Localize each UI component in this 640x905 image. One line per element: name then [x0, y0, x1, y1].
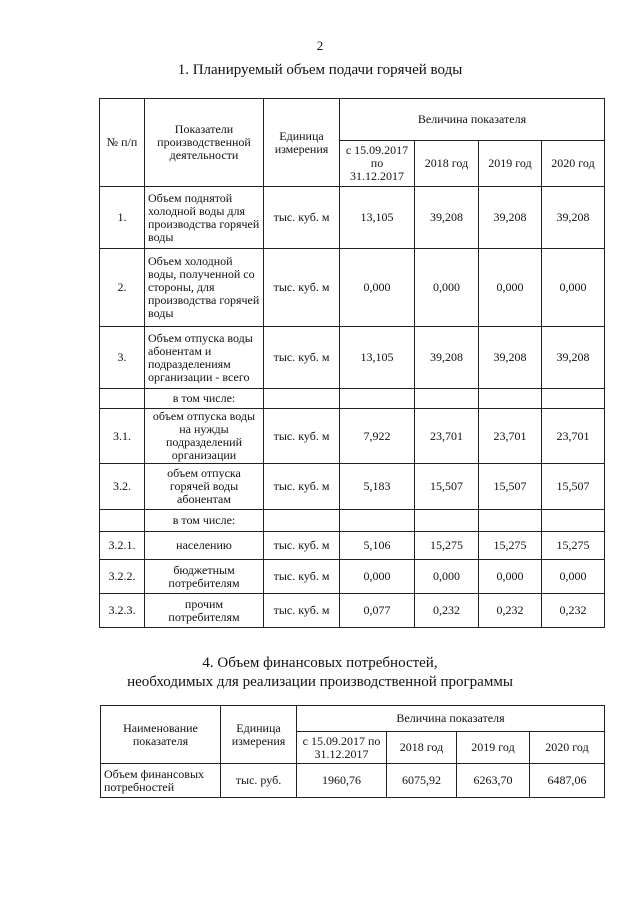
- header-period-2017: с 15.09.2017 по 31.12.2017: [340, 141, 415, 187]
- header-value: Величина показателя: [340, 99, 605, 141]
- row-name: объем отпуска горячей воды абонентам: [145, 464, 264, 510]
- row-value: 7,922: [340, 409, 415, 464]
- header-period-2017: с 15.09.2017 по 31.12.2017: [297, 732, 387, 764]
- row-name: Объем отпуска воды абонентам и подразделениям организации - всего: [145, 327, 264, 389]
- row-value: 15,507: [415, 464, 479, 510]
- row-value: 0,000: [479, 249, 542, 327]
- row-value: 23,701: [479, 409, 542, 464]
- row-value: 6487,06: [530, 764, 605, 798]
- row-value: 0,000: [415, 560, 479, 594]
- row-value: 6075,92: [387, 764, 457, 798]
- row-name: объем отпуска воды на нужды подразделений организации: [145, 409, 264, 464]
- row-value: 0,000: [479, 560, 542, 594]
- table-row: [100, 327, 605, 389]
- table-row: [100, 464, 605, 510]
- row-name: прочим потребителям: [145, 594, 264, 628]
- row-num: 3.2.: [100, 464, 145, 510]
- row-value: 39,208: [542, 327, 605, 389]
- row-num: 1.: [100, 187, 145, 249]
- row-unit: тыс. куб. м: [264, 249, 340, 327]
- section4-title-line2: необходимых для реализации производственной программы: [127, 674, 513, 690]
- row-value: 15,507: [542, 464, 605, 510]
- section4-title: [0, 654, 640, 692]
- row-value: 6263,70: [457, 764, 530, 798]
- subheader-including: в том числе:: [145, 389, 264, 409]
- table-row: [100, 249, 605, 327]
- table-row: [100, 187, 605, 249]
- header-2020: 2020 год: [530, 732, 605, 764]
- row-value: 0,000: [415, 249, 479, 327]
- row-value: 15,507: [479, 464, 542, 510]
- header-2018: 2018 год: [415, 141, 479, 187]
- row-value: 0,232: [415, 594, 479, 628]
- section1-title: 1. Планируемый объем подачи горячей воды: [177, 62, 463, 78]
- row-value: 39,208: [479, 327, 542, 389]
- header-indicator: Показатели производственной деятельности: [145, 99, 264, 187]
- table-row: [100, 510, 605, 532]
- header-unit: Единица измерения: [264, 99, 340, 187]
- row-value: 0,000: [340, 249, 415, 327]
- row-value: 13,105: [340, 187, 415, 249]
- row-value: 0,000: [542, 560, 605, 594]
- header-2018: 2018 год: [387, 732, 457, 764]
- table-row: [100, 389, 605, 409]
- row-num: 3.2.1.: [100, 532, 145, 560]
- row-value: 39,208: [542, 187, 605, 249]
- row-unit: тыс. куб. м: [264, 409, 340, 464]
- row-value: 5,106: [340, 532, 415, 560]
- row-unit: тыс. куб. м: [264, 532, 340, 560]
- row-value: 23,701: [542, 409, 605, 464]
- row-value: 0,232: [542, 594, 605, 628]
- row-name: населению: [145, 532, 264, 560]
- row-name: Объем поднятой холодной воды для производства горячей воды: [145, 187, 264, 249]
- row-value: 39,208: [415, 187, 479, 249]
- row-value: 0,000: [542, 249, 605, 327]
- row-unit: тыс. куб. м: [264, 594, 340, 628]
- header-name: Наименование показателя: [101, 706, 221, 764]
- row-value: 39,208: [415, 327, 479, 389]
- row-value: 1960,76: [297, 764, 387, 798]
- header-num: № п/п: [100, 99, 145, 187]
- table-row: [100, 409, 605, 464]
- row-value: 23,701: [415, 409, 479, 464]
- row-num: 2.: [100, 249, 145, 327]
- row-num: 3.2.2.: [100, 560, 145, 594]
- header-value: Величина показателя: [297, 706, 605, 732]
- table-row: [100, 594, 605, 628]
- row-num: 3.1.: [100, 409, 145, 464]
- row-unit: тыс. куб. м: [264, 327, 340, 389]
- row-unit: тыс. куб. м: [264, 464, 340, 510]
- table-row: [101, 764, 605, 798]
- subheader-including: в том числе:: [145, 510, 264, 532]
- row-value: 13,105: [340, 327, 415, 389]
- row-value: 15,275: [542, 532, 605, 560]
- row-name: бюджетным потребителям: [145, 560, 264, 594]
- row-num: 3.2.3.: [100, 594, 145, 628]
- row-value: 0,077: [340, 594, 415, 628]
- hot-water-volume-table: [99, 98, 605, 628]
- row-unit: тыс. куб. м: [264, 187, 340, 249]
- header-2020: 2020 год: [542, 141, 605, 187]
- row-value: 39,208: [479, 187, 542, 249]
- header-unit: Единица измерения: [221, 706, 297, 764]
- row-value: 0,232: [479, 594, 542, 628]
- row-name: Объем холодной воды, полученной со стороны, для производства горячей воды: [145, 249, 264, 327]
- row-num: 3.: [100, 327, 145, 389]
- table-row: [100, 532, 605, 560]
- section4-title-line1: 4. Объем финансовых потребностей,: [202, 655, 438, 671]
- header-2019: 2019 год: [457, 732, 530, 764]
- header-2019: 2019 год: [479, 141, 542, 187]
- row-name: Объем финансовых потребностей: [101, 764, 221, 798]
- financial-needs-table: [100, 705, 605, 798]
- table-row: [100, 560, 605, 594]
- row-unit: тыс. руб.: [221, 764, 297, 798]
- row-value: 15,275: [479, 532, 542, 560]
- row-value: 0,000: [340, 560, 415, 594]
- row-value: 5,183: [340, 464, 415, 510]
- row-value: 15,275: [415, 532, 479, 560]
- row-unit: тыс. куб. м: [264, 560, 340, 594]
- page-number: 2: [316, 38, 324, 53]
